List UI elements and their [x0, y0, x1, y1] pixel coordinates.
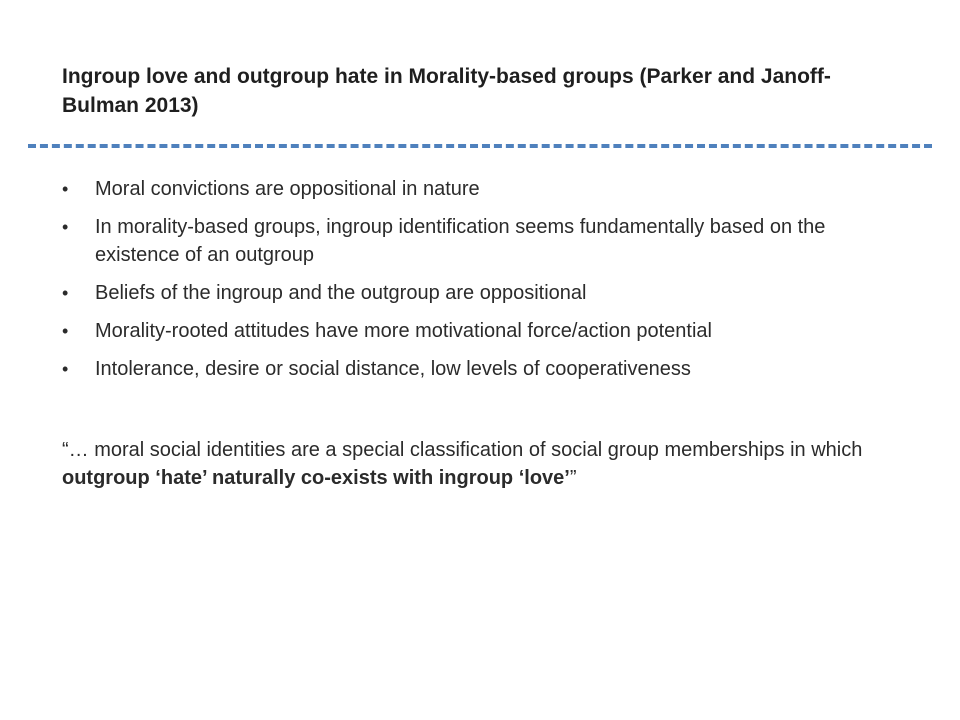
- bullet-item: [62, 213, 902, 269]
- bullet-list: [62, 175, 902, 393]
- quote-block: [62, 436, 882, 492]
- quote-emphasis: outgroup ‘hate’ naturally co-exists with ingroup ‘love’: [62, 467, 570, 489]
- bullet-text: Beliefs of the ingroup and the outgroup are oppositional: [95, 282, 587, 304]
- bullet-item: [62, 175, 902, 203]
- bullet-text: In morality-based groups, ingroup identification seems fundamentally based on the existence of an outgroup: [95, 216, 826, 266]
- bullet-text: Moral convictions are oppositional in nature: [95, 178, 480, 200]
- bullet-item: [62, 279, 902, 307]
- bullet-dot-icon: •: [62, 217, 69, 237]
- bullet-item: [62, 317, 902, 345]
- bullet-dot-icon: •: [62, 321, 69, 341]
- quote-text: “… moral social identities are a special classification of social group memberships in which: [62, 439, 863, 461]
- bullet-item: [62, 355, 902, 383]
- bullet-dot-icon: •: [62, 359, 69, 379]
- slide-title: Ingroup love and outgroup hate in Morality-based groups (Parker and Janoff-Bulman 2013): [62, 65, 831, 117]
- quote-close-mark: ”: [569, 467, 577, 489]
- bullet-dot-icon: •: [62, 283, 69, 303]
- bullet-text: Morality-rooted attitudes have more motivational force/action potential: [95, 320, 712, 342]
- bullet-text: Intolerance, desire or social distance, low levels of cooperativeness: [95, 358, 691, 380]
- bullet-dot-icon: •: [62, 179, 69, 199]
- dashed-divider: [28, 144, 932, 148]
